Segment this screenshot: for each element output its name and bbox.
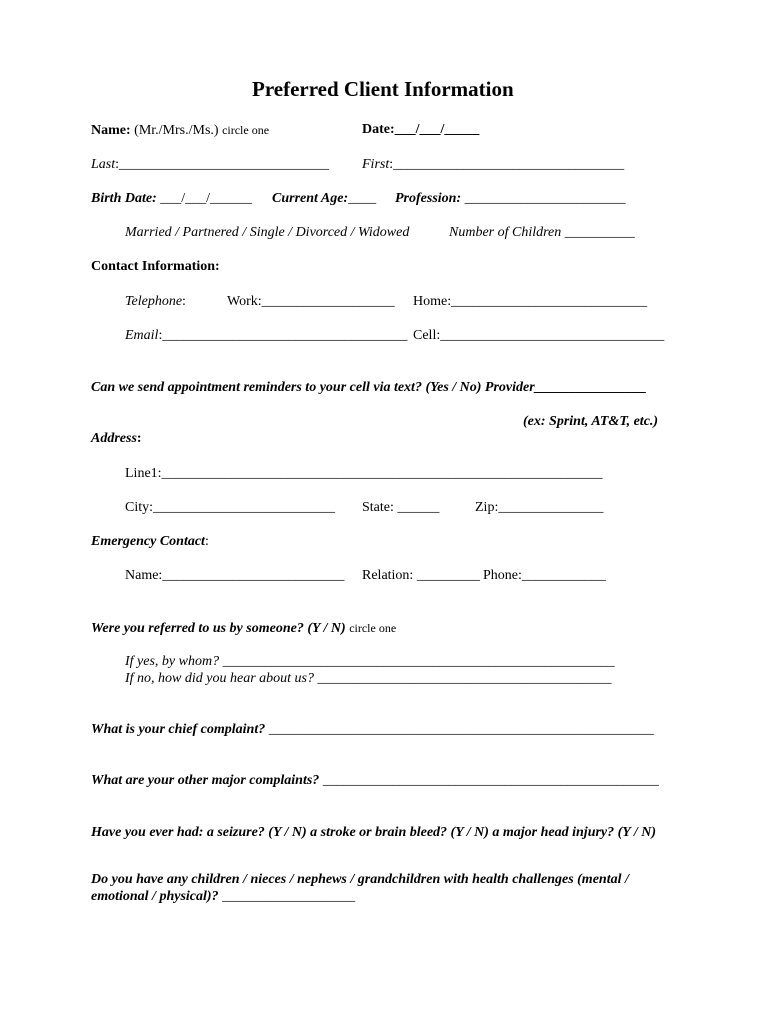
emergency-contact-heading [91, 534, 209, 550]
birth-date-label: Birth Date: [91, 191, 157, 206]
work-phone-field[interactable]: Work:___________________ [227, 294, 395, 309]
email-label: Email [125, 328, 159, 343]
name-row [91, 122, 269, 139]
referral-if-no-field[interactable] [125, 671, 612, 687]
email-field[interactable] [125, 328, 407, 344]
state-field[interactable]: State: ______ [362, 500, 440, 515]
chief-complaint-blank[interactable]: _______________________________________________________ [268, 722, 654, 737]
last-name-blank[interactable]: :______________________________ [115, 157, 330, 172]
children-health-field[interactable] [91, 889, 355, 905]
profession-field[interactable] [395, 191, 626, 207]
emergency-name-field[interactable]: Name:__________________________ [125, 568, 345, 583]
current-age-label: Current Age: [272, 191, 349, 206]
number-of-children-field[interactable] [449, 225, 635, 241]
name-note: circle one [222, 123, 270, 137]
address-heading [91, 431, 142, 447]
current-age-field[interactable] [272, 191, 376, 207]
children-health-question-line2: emotional / physical)? [91, 889, 219, 904]
current-age-blank[interactable]: ____ [348, 191, 377, 206]
other-complaints-field[interactable] [91, 773, 659, 789]
number-of-children-blank[interactable]: __________ [564, 225, 635, 240]
address-label: Address [91, 431, 137, 446]
number-of-children-label: Number of Children [449, 225, 562, 240]
profession-blank[interactable]: _______________________ [464, 191, 626, 206]
first-name-blank[interactable]: :_________________________________ [389, 157, 625, 172]
birth-date-blank[interactable]: ___/___/______ [160, 191, 253, 206]
last-name-label: Last [91, 157, 116, 172]
cell-phone-field[interactable]: Cell:________________________________ [413, 328, 665, 343]
address-colon: : [136, 431, 142, 446]
provider-example: (ex: Sprint, AT&T, etc.) [523, 414, 659, 429]
emergency-contact-colon: : [204, 534, 209, 549]
name-label: Name: [91, 123, 131, 138]
referral-question[interactable]: Were you referred to us by someone? (Y / N) [91, 621, 346, 636]
chief-complaint-field[interactable] [91, 722, 654, 738]
text-reminder-question[interactable]: Can we send appointment reminders to your cell via text? (Yes / No) Provider________________ [91, 380, 647, 395]
referral-if-no-label: If no, how did you hear about us? [125, 671, 314, 686]
telephone-label-group [125, 294, 186, 310]
first-name-label: First [362, 157, 390, 172]
page-title: Preferred Client Information [252, 77, 514, 101]
other-complaints-label: What are your other major complaints? [91, 773, 320, 788]
referral-question-row [91, 620, 396, 637]
contact-heading: Contact Information: [91, 259, 220, 274]
profession-label: Profession: [395, 191, 462, 206]
first-name-field[interactable] [362, 157, 624, 173]
medical-history-question[interactable]: Have you ever had: a seizure? (Y / N) a stroke or brain bleed? (Y / N) a major head injury? (Y / N) [91, 825, 657, 840]
date-field[interactable]: Date:___/___/_____ [362, 122, 480, 137]
home-phone-field[interactable]: Home:____________________________ [413, 294, 648, 309]
marital-status-options[interactable]: Married / Partnered / Single / Divorced / Widowed [125, 225, 410, 240]
other-complaints-blank[interactable]: ________________________________________________ [322, 773, 659, 788]
referral-note: circle one [349, 621, 397, 635]
email-blank[interactable]: :___________________________________ [158, 328, 408, 343]
referral-if-no-blank[interactable]: __________________________________________ [317, 671, 612, 686]
referral-if-yes-label: If yes, by whom? [125, 654, 220, 669]
chief-complaint-label: What is your chief complaint? [91, 722, 266, 737]
zip-field[interactable]: Zip:_______________ [475, 500, 604, 515]
city-field[interactable]: City:__________________________ [125, 500, 336, 515]
children-health-question-line1: Do you have any children / nieces / nephews / grandchildren with health challenges (mental / [91, 872, 629, 887]
telephone-colon: : [182, 294, 186, 309]
address-line1-field[interactable]: Line1:_______________________________________________________________ [125, 466, 603, 481]
telephone-label: Telephone [125, 294, 183, 309]
children-health-blank[interactable]: ___________________ [222, 889, 356, 904]
emergency-phone-field[interactable]: Phone:____________ [483, 568, 606, 583]
referral-if-yes-blank[interactable]: ________________________________________________________ [222, 654, 615, 669]
birth-date-field[interactable] [91, 191, 252, 207]
name-title-options[interactable]: (Mr./Mrs./Ms.) [134, 123, 219, 138]
last-name-field[interactable] [91, 157, 329, 173]
emergency-contact-label: Emergency Contact [91, 534, 205, 549]
emergency-relation-field[interactable]: Relation: _________ [362, 568, 480, 583]
referral-if-yes-field[interactable] [125, 654, 615, 670]
